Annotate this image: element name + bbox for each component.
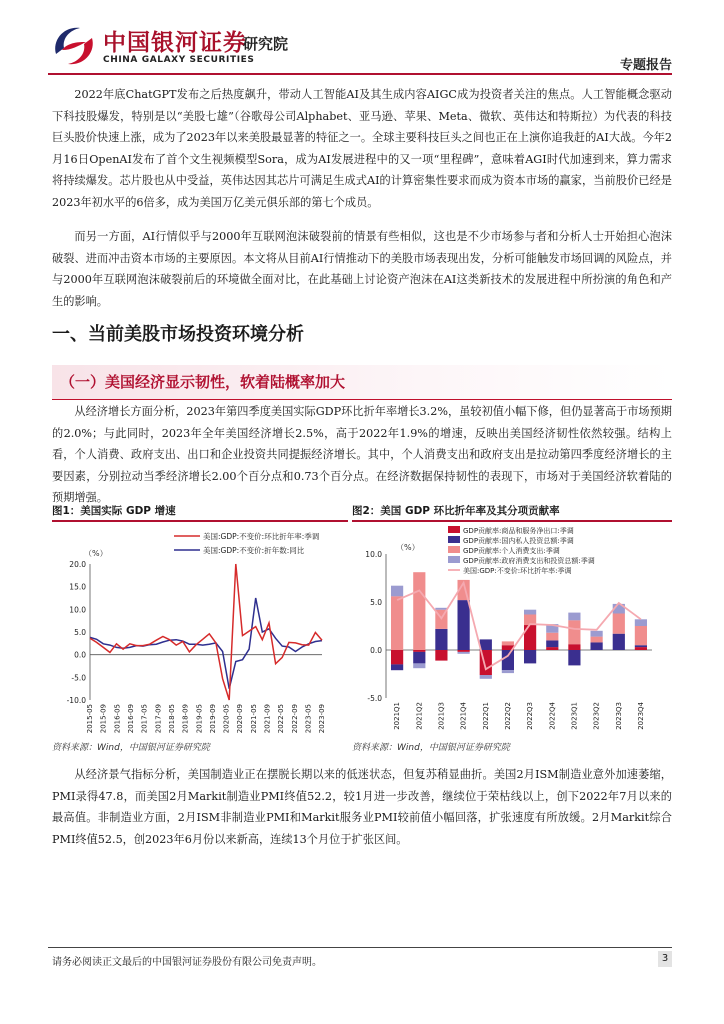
section-heading-1: 一、当前美股市场投资环境分析 [52,324,304,345]
figure2-bar-segment [635,647,647,650]
figure2-x-tick-label: 2021Q2 [415,702,424,730]
figure2-title-rule [352,520,672,522]
figure2-y-tick-label: 10.0 [365,550,382,559]
report-type-label: 专题报告 [619,58,672,73]
figure1-series-line-2 [90,598,322,689]
figure2-bar-segment [546,647,558,650]
figure1-legend-label: 美国:GDP:不变价:环比折年率:季调 [203,532,320,541]
figure2-legend-label: 美国:GDP:不变价:环比折年率:季调 [463,567,572,575]
figure2-bar-segment [413,663,425,668]
figure2-x-tick-label: 2023Q3 [614,702,623,730]
figure2-bar-segment [413,652,425,664]
figure1-x-tick-label: 2018-09 [181,704,190,734]
subsection-heading-rule [52,399,672,400]
figure2-bar-segment [591,637,603,643]
figure1-y-tick-label: -5.0 [71,673,86,683]
subsection-heading: （一）美国经济显示韧性，软着陆概率加大 [60,373,346,391]
figure1-unit-label: （%） [84,549,108,558]
figure2-y-tick-label: 0.0 [370,646,382,655]
galaxy-logo-icon [48,20,100,72]
figure2-legend-label: GDP贡献率:商品和服务净出口:季调 [463,527,574,535]
figure2-gdp-contribution-chart [352,524,672,738]
figure1-title: 图1：美国实际 GDP 增速 [52,505,176,517]
figure2-bar-segment [458,652,470,654]
figure2-x-tick-label: 2023Q4 [637,702,646,730]
figure2-source: 资料来源：Wind，中国银河证券研究院 [352,743,510,753]
figure2-bar-segment [391,664,403,670]
figure2-x-tick-label: 2022Q4 [548,702,557,730]
figure2-bar-segment [546,633,558,641]
figure2-x-tick-label: 2021Q1 [393,702,402,730]
figure2-bar-segment [391,650,403,664]
figure1-legend-label: 美国:GDP:不变价:折年数:同比 [203,546,305,555]
figure2-bar-segment [591,631,603,637]
figure2-bar-segment [568,650,580,665]
figure2-bar-segment [568,644,580,650]
figure2-bar-segment [635,619,647,626]
figure2-bar-segment [435,608,447,610]
figure1-x-tick-label: 2019-09 [208,704,217,734]
figure1-x-tick-label: 2021-09 [263,704,272,734]
figure1-source: 资料来源：Wind，中国银河证券研究院 [52,743,210,753]
figure2-bar-segment [480,639,492,650]
figure1-y-tick-label: -10.0 [66,696,86,705]
page-number: 3 [658,951,672,967]
figure2-bar-segment [458,650,470,652]
logo-institute-name: 研究院 [243,35,289,53]
figure1-x-tick-label: 2022-09 [290,704,299,734]
figure2-legend-label: GDP贡献率:个人消费支出:季调 [463,547,560,555]
figure2-x-tick-label: 2021Q4 [459,702,468,730]
figure1-x-tick-label: 2019-05 [195,704,204,734]
figure2-bar-segment [502,641,514,645]
figure1-x-tick-label: 2018-05 [167,704,176,734]
figure1-y-tick-label: 5.0 [74,628,86,637]
figure2-x-tick-label: 2021Q3 [437,702,446,730]
figure2-bar-segment [568,620,580,644]
figure1-series-line-1 [90,564,322,700]
paragraph-pmi: 从经济景气指标分析，美国制造业正在摆脱长期以来的低迷状态，但复苏稍显曲折。美国2月ISM制造业意外加速萎缩，PMI录得47.8，而美国2月Markit制造业PMI终值52.2，较1月进一步改善，继续位于荣枯线以上，创下2022年7月以来的最高值。非制造业方面，2月ISM非制造业PMI和Markit服务业PMI较前值小幅回落，扩张速度有所放缓。2月Markit综合PMI终值52.5，创2023年6月份以来新高，连续13个月位于扩张区间。 [52,768,672,846]
figure2-bar-segment [635,645,647,647]
figure2-unit-label: （%） [396,543,420,552]
figure1-x-tick-label: 2020-09 [236,704,245,734]
figure2-bar-segment [613,614,625,634]
figure2-legend-swatch [448,556,460,563]
figure2-bar-segment [435,629,447,650]
figure1-y-tick-label: 0.0 [74,650,86,660]
figure1-x-tick-label: 2023-09 [318,704,327,734]
logo-english-name: CHINA GALAXY SECURITIES [103,55,255,65]
header-divider [48,73,672,75]
figure2-legend-label: GDP贡献率:政府消费支出和投资总额:季调 [463,557,595,565]
figure1-y-tick-label: 20.0 [69,560,86,569]
figure2-bar-segment [391,586,403,597]
figure2-x-tick-label: 2022Q1 [481,702,490,730]
figure1-title-rule [52,520,348,522]
figure1-y-tick-label: 15.0 [69,582,86,592]
figure1-x-tick-label: 2022-05 [277,704,286,734]
figure2-x-tick-label: 2023Q1 [570,702,579,730]
paragraph-gdp-growth: 从经济增长方面分析，2023年第四季度美国实际GDP环比折年率增长3.2%，虽较初值小幅下修，但仍显著高于市场预期的2.0%；与此同时，2023年全年美国经济增长2.5%，高于2022年1.9%的增速，反映出美国经济韧性依然较强。结构上看，个人消费、政府支出、出口和企业投资共同提振经济增长。其中，个人消费支出和政府支出是拉动第四季度经济增长的主要因素，分别拉动当季经济增长2.00个百分点和0.73个百分点。在经济数据保持韧性的表现下，市场对于美国经济软着陆的预期增强。 [52,405,672,504]
figure1-x-tick-label: 2015-09 [99,704,108,734]
figure1-x-tick-label: 2023-05 [304,704,313,734]
logo-company-name: 中国银河证券 [103,30,247,56]
figure2-bar-segment [413,650,425,652]
figure2-legend-swatch [448,546,460,553]
page-header [0,0,724,78]
figure2-bar-segment [524,650,536,663]
footer-disclaimer: 请务必阅读正文最后的中国银河证券股份有限公司免责声明。 [52,957,322,968]
figure2-bar-segment [458,600,470,650]
figure1-x-tick-label: 2017-09 [154,704,163,734]
figure2-bar-segment [435,650,447,661]
paragraph-intro: 2022年底ChatGPT发布之后热度飙升，带动人工智能AI及其生成内容AIGC成为投资者关注的焦点。人工智能概念驱动下科技股爆发，特别是以“美股七雄”（谷歌母公司Alphabet、亚马逊、苹果、Meta、微软、英伟达和特斯拉）为代表的科技巨头股价快速上涨，成为了2023年以来美股最显著的特征之一。全球主要科技巨头之间也正在上演你追我赶的AI大战。今年2月16日OpenAI发布了首个文生视频模型Sora，成为AI发展进程中的又一项“里程碑”，意味着AGI时代加速到来，算力需求将持续爆发。芯片股也从中受益，英伟达因其芯片可满足生成式AI的计算密集性要求而成为资本市场的赢家，当前股价已经是2023年初水平的6倍多，成为美国万亿美元俱乐部的第七个成员。 [52,88,672,209]
figure1-x-tick-label: 2020-05 [222,704,231,734]
figure2-x-tick-label: 2022Q3 [526,702,535,730]
figure2-bar-segment [502,670,514,673]
figure1-x-tick-label: 2015-05 [86,704,95,734]
figure2-legend-swatch [448,526,460,533]
figure2-bar-segment [391,596,403,650]
figure2-title: 图2：美国 GDP 环比折年率及其分项贡献率 [352,505,560,517]
figure2-bar-segment [502,650,514,670]
figure2-bar-segment [635,626,647,645]
figure2-bar-segment [546,640,558,647]
figure1-y-tick-label: 10.0 [69,605,86,615]
figure2-bar-segment [413,572,425,650]
figure2-legend-swatch [448,536,460,543]
figure2-x-tick-label: 2023Q2 [592,702,601,730]
figure2-bar-segment [524,610,536,615]
figure1-x-tick-label: 2017-05 [140,704,149,734]
figure1-x-tick-label: 2021-05 [249,704,258,734]
figure1-x-tick-label: 2016-09 [127,704,136,734]
figure2-bar-segment [613,634,625,650]
figure2-bar-segment [480,675,492,679]
figure2-x-tick-label: 2022Q2 [504,702,513,730]
paragraph-bubble-comparison: 而另一方面，AI行情似乎与2000年互联网泡沫破裂前的情景有些相似，这也是不少市场参与者和分析人士开始担心泡沫破裂、进而冲击资本市场的主要原因。本文将从目前AI行情推动下的美股市场表现出发，分析可能触发市场回调的风险点，并与2000年互联网泡沫破裂前后的环境做全面对比，在此基础上讨论资产泡沫在AI这类新技术的发展进程中所扮演的角色和产生的影响。 [52,230,672,308]
figure2-gdp-line [397,583,641,669]
figure2-y-tick-label: 5.0 [370,598,382,607]
figure2-bar-segment [591,642,603,650]
footer-divider [48,947,672,948]
figure1-x-tick-label: 2016-05 [113,704,122,734]
figure1-gdp-line-chart [52,524,348,738]
figure2-legend-label: GDP贡献率:国内私人投资总额:季调 [463,537,574,545]
figure2-bar-segment [568,613,580,621]
figure2-y-tick-label: -5.0 [367,694,382,703]
